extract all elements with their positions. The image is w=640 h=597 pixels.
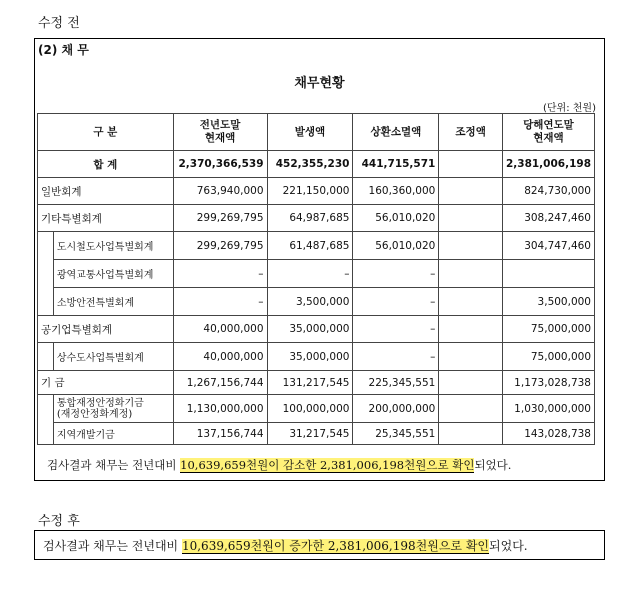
row-label: 통합재정안정화기금 (재정안정화계정) [53,395,173,423]
cell-adjust [439,343,503,371]
cell-prev: 137,156,744 [173,423,267,445]
cell-repaid: 441,715,571 [353,151,439,178]
cell-repaid: 160,360,000 [353,178,439,205]
debt-table [37,113,595,445]
row-label: 합 계 [38,151,174,178]
note-suffix: 되었다. [489,539,528,553]
cell-adjust [439,288,503,316]
section-title: (2) 채 무 [38,43,89,57]
cell-current: 1,173,028,738 [502,371,594,395]
cell-issued: 31,217,545 [267,423,353,445]
col-header-prev: 전년도말 현재액 [173,114,267,151]
cell-repaid: – [353,316,439,343]
note-highlight: 10,639,659천원이 감소한 2,381,006,198천원으로 확인 [180,458,475,472]
note-highlight: 10,639,659천원이 증가한 2,381,006,198천원으로 확인 [181,539,490,553]
row-label: 공기업특별회계 [38,316,174,343]
cell-issued: 100,000,000 [267,395,353,423]
cell-issued: 35,000,000 [267,316,353,343]
table-row [38,288,595,316]
cell-adjust [439,232,503,260]
after-panel [34,530,605,560]
cell-adjust [439,260,503,288]
indent-spacer [38,395,54,445]
row-label: 소방안전특별회계 [53,288,173,316]
table-row [38,316,595,343]
cell-adjust [439,395,503,423]
cell-prev: – [173,260,267,288]
row-label: 도시철도사업특별회계 [53,232,173,260]
cell-prev: 763,940,000 [173,178,267,205]
row-label: 광역교통사업특별회계 [53,260,173,288]
cell-issued: 131,217,545 [267,371,353,395]
before-note [47,457,511,473]
cell-repaid: 225,345,551 [353,371,439,395]
cell-repaid: – [353,343,439,371]
cell-current: 1,030,000,000 [502,395,594,423]
table-row [38,343,595,371]
cell-issued: – [267,260,353,288]
unit-label: (단위: 천원) [543,103,596,114]
note-prefix: 검사결과 채무는 전년대비 [47,458,181,472]
col-header-issued: 발생액 [267,114,353,151]
cell-prev: 40,000,000 [173,316,267,343]
cell-adjust [439,371,503,395]
note-prefix: 검사결과 채무는 전년대비 [43,539,182,553]
cell-repaid: – [353,288,439,316]
col-header-adjust: 조정액 [439,114,503,151]
note-suffix: 되었다. [474,458,512,472]
cell-issued: 221,150,000 [267,178,353,205]
cell-current: 75,000,000 [502,316,594,343]
cell-current [502,260,594,288]
row-label: 일반회계 [38,178,174,205]
cell-repaid: 56,010,020 [353,232,439,260]
cell-issued: 61,487,685 [267,232,353,260]
cell-current: 3,500,000 [502,288,594,316]
cell-current: 75,000,000 [502,343,594,371]
cell-adjust [439,205,503,232]
cell-issued: 452,355,230 [267,151,353,178]
cell-prev: 299,269,795 [173,232,267,260]
table-title: 채무현황 [294,76,345,91]
cell-issued: 64,987,685 [267,205,353,232]
row-label: 기타특별회계 [38,205,174,232]
table-row [38,178,595,205]
cell-prev: 1,267,156,744 [173,371,267,395]
cell-prev: 40,000,000 [173,343,267,371]
cell-adjust [439,151,503,178]
cell-repaid: 200,000,000 [353,395,439,423]
table-row [38,371,595,395]
cell-repaid: 56,010,020 [353,205,439,232]
cell-current: 2,381,006,198 [502,151,594,178]
table-header-row [38,114,595,151]
indent-spacer [38,343,54,371]
cell-issued: 35,000,000 [267,343,353,371]
row-label: 기 금 [38,371,174,395]
table-row [38,423,595,445]
cell-prev: 2,370,366,539 [173,151,267,178]
row-label: 상수도사업특별회계 [53,343,173,371]
cell-current: 304,747,460 [502,232,594,260]
cell-current: 824,730,000 [502,178,594,205]
col-header-repaid: 상환소멸액 [353,114,439,151]
before-panel [34,38,605,481]
indent-spacer [38,232,54,316]
col-header-category: 구 분 [38,114,174,151]
row-label: 지역개발기금 [53,423,173,445]
col-header-current: 당해연도말 현재액 [502,114,594,151]
cell-prev: – [173,288,267,316]
cell-adjust [439,178,503,205]
after-note [43,537,528,554]
before-heading: 수정 전 [38,16,80,31]
after-heading: 수정 후 [38,514,80,529]
table-row-total [38,151,595,178]
cell-repaid: 25,345,551 [353,423,439,445]
table-row [38,205,595,232]
cell-repaid: – [353,260,439,288]
cell-current: 308,247,460 [502,205,594,232]
table-row [38,260,595,288]
cell-prev: 299,269,795 [173,205,267,232]
cell-prev: 1,130,000,000 [173,395,267,423]
cell-adjust [439,423,503,445]
cell-issued: 3,500,000 [267,288,353,316]
table-row [38,395,595,423]
table-row [38,232,595,260]
cell-current: 143,028,738 [502,423,594,445]
cell-adjust [439,316,503,343]
